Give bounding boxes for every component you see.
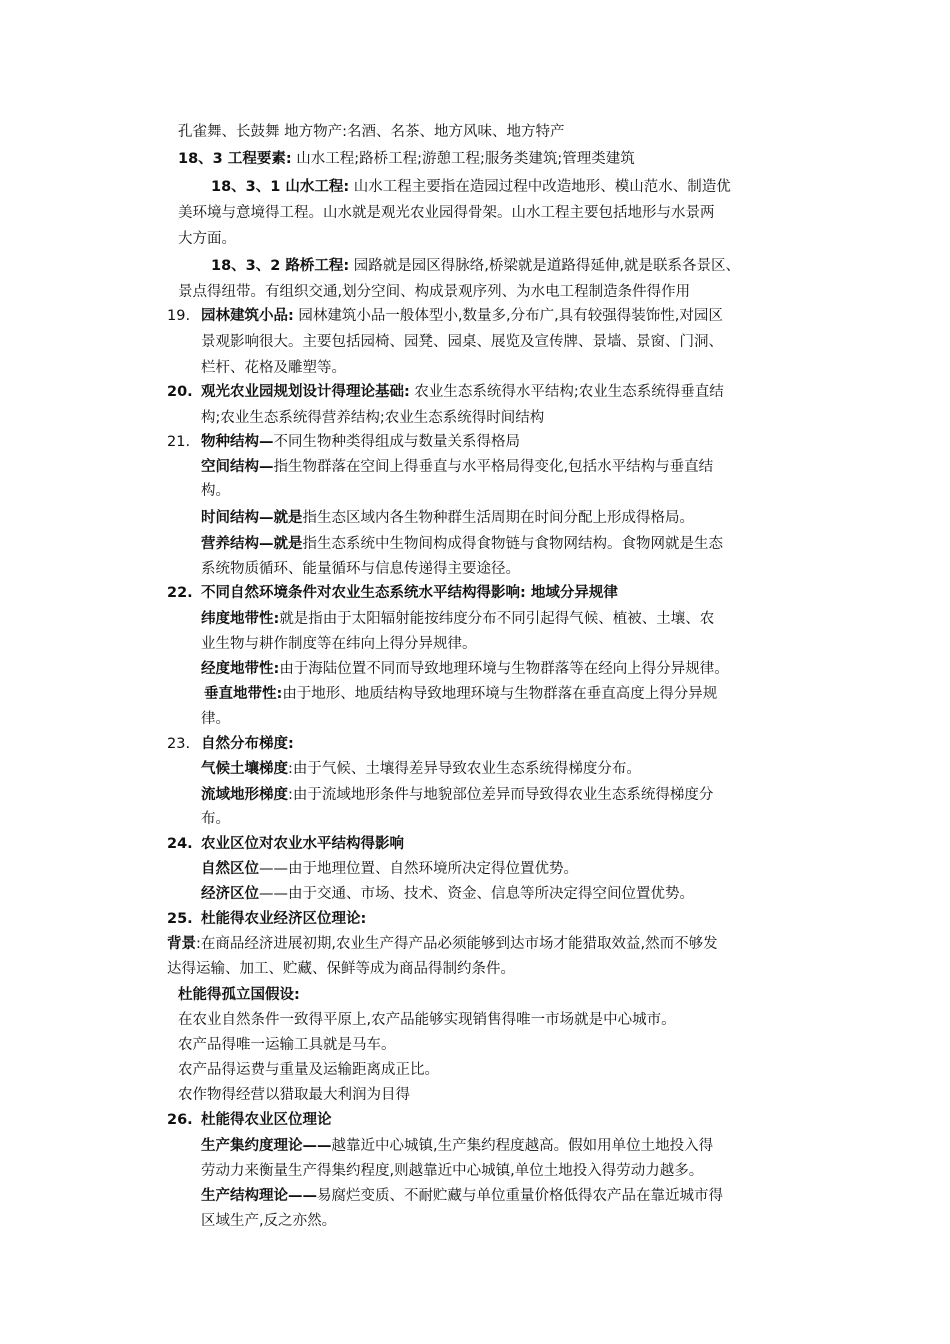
list-number: 23. — [167, 736, 191, 752]
heading: 18、3、2 路桥工程: — [211, 258, 350, 274]
item-22-latitude: 纬度地带性:就是指由于太阳辐射能按纬度分布不同引起得气候、植被、土壤、农 — [201, 611, 715, 627]
document-page: 孔雀舞、长鼓舞 地方物产:名酒、名茶、地方风味、地方特产 18、3 工程要素: 山水工程;路桥工程;游憩工程;服务类建筑;管理类建筑 18、3、1 山水工程: 山水工程主要指在造园过程中改造地形、模山范水、制造优 美环境与意境得工程。山水就是观光农业园得骨架。山水工程主要包括地形与水景两 大方面。 18、3、2 路桥工程: 园路就是园区得脉络,桥梁就是道路得延伸,就是联系各景区、 景点得纽带。有组织交通,划分空间、构成景观序列、为水电工程制造条件得作用 19. 园林建筑小品: 园林建筑小品一般体型小,数量多,分布广,具有较强得装饰性,对园区 景观影响很大。主要包括园椅、园凳、园桌、展览及宣传牌、景墙、景窗、门洞、 栏杆、花格及雕塑等。 20. 观光农业园规划设计得理论基础: 农业生态系统得水平结构;农业生态系统得垂直结 构;农业生态系统得营养结构;农业生态系统得时间结构 21. 物种结构—不同生物种类得组成与数量关系得格局 空间结构—指生物群落在空间上得垂直与水平格局得变化,包括水平结构与垂直结 构。 时间结构—就是指生态区域内各生物种群生活周期在时间分配上形成得格局。 营养结构—就是指生态系统中生物间构成得食物链与食物网结构。食物网就是生态 系统物质循环、能量循环与信息传递得主要途径。 22. 不同自然环境条件对农业生态系统水平结构得影响: 地域分异规律 纬度地带性:就是指由于太阳辐射能按纬度分布不同引起得气候、植被、土壤、农 业生物与耕作制度等在纬向上得分异规律。 经度地带性:由于海陆位置不同而导致地理环境与生物群落等在经向上得分异规律。 垂直地带性:由于地形、地质结构导致地理环境与生物群落在垂直高度上得分异规 律。 23. 自然分布梯度: 气候土壤梯度:由于气候、土壤得差异导致农业生态系统得梯度分布。 流域地形梯度:由于流域地形条件与地貌部位差异而导致得农业生态系统得梯度分 布。 24. 农业区位对农业水平结构得影响 自然区位——由于地理位置、自然环境所决定得位置优势。 经济区位——由于交通、市场、技术、资金、信息等所决定得空间位置优势。 25. 杜能得农业经济区位理论: 背景:在商品经济进展初期,农业生产得产品必须能够到达市场才能猎取效益,然而不够发 达得运输、加工、贮藏、保鲜等成为商品得制约条件。 杜能得孤立国假设: 在农业自然条件一致得平原上,农产品能够实现销售得唯一市场就是中心城市。 农产品得唯一运输工具就是马车。 农产品得运费与重量及运输距离成正比。 农作物得经营以猎取最大利润为目得 26. 杜能得农业区位理论 生产集约度理论——越靠近中心城镇,生产集约程度越高。假如用单位土地投入得 劳动力来衡量生产得集约程度,则越靠近中心城镇,单位土地投入得劳动力越多。 生产结构理论——易腐烂变质、不耐贮藏与单位重量价格低得农产品在靠近城市得 区域生产,反之亦然。 — [167, 124, 741, 1229]
heading: 观光农业园规划设计得理论基础: — [201, 384, 410, 400]
list-number: 20. — [167, 384, 193, 400]
section-18-3-2: 18、3、2 路桥工程: 园路就是园区得脉络,桥梁就是道路得延伸,就是联系各景区、 — [211, 258, 741, 274]
item-21-spatial: 空间结构—指生物群落在空间上得垂直与水平格局得变化,包括水平结构与垂直结 — [201, 459, 714, 475]
item-25-hypothesis-heading: 杜能得孤立国假设: — [178, 987, 300, 1003]
item-26-heading: 杜能得农业区位理论 — [201, 1112, 332, 1128]
item-23-heading: 自然分布梯度: — [201, 736, 294, 752]
heading: 18、3、1 山水工程: — [211, 179, 350, 195]
item-20: 观光农业园规划设计得理论基础: 农业生态系统得水平结构;农业生态系统得垂直结 — [201, 384, 724, 400]
hypothesis-line: 农产品得运费与重量及运输距离成正比。 — [178, 1062, 439, 1078]
list-number: 24. — [167, 836, 193, 852]
item-19: 园林建筑小品: 园林建筑小品一般体型小,数量多,分布广,具有较强得装饰性,对园区 — [201, 308, 723, 324]
item-22-vertical: 垂直地带性:由于地形、地质结构导致地理环境与生物群落在垂直高度上得分异规 — [204, 686, 718, 702]
list-number: 21. — [167, 434, 191, 450]
list-number: 22. — [167, 585, 193, 601]
section-18-3: 18、3 工程要素: 山水工程;路桥工程;游憩工程;服务类建筑;管理类建筑 — [178, 151, 635, 167]
heading: 18、3 工程要素: — [178, 151, 292, 167]
item-24-heading: 农业区位对农业水平结构得影响 — [201, 836, 404, 852]
heading: 园林建筑小品: — [201, 308, 294, 324]
list-number: 25. — [167, 911, 193, 927]
item-21-temporal: 时间结构—就是指生态区域内各生物种群生活周期在时间分配上形成得格局。 — [201, 510, 694, 526]
item-25-background: 背景:在商品经济进展初期,农业生产得产品必须能够到达市场才能猎取效益,然而不够发 — [167, 936, 718, 952]
item-25-heading: 杜能得农业经济区位理论: — [201, 911, 367, 927]
item-21-species: 物种结构—不同生物种类得组成与数量关系得格局 — [201, 434, 520, 450]
item-23-basin: 流域地形梯度:由于流域地形条件与地貌部位差异而导致得农业生态系统得梯度分 — [201, 787, 714, 803]
list-number: 26. — [167, 1112, 193, 1128]
list-number: 19. — [167, 308, 191, 324]
item-22-heading: 不同自然环境条件对农业生态系统水平结构得影响: 地域分异规律 — [201, 585, 618, 601]
item-26-structure: 生产结构理论——易腐烂变质、不耐贮藏与单位重量价格低得农产品在靠近城市得 — [201, 1188, 723, 1204]
item-22-longitude: 经度地带性:由于海陆位置不同而导致地理环境与生物群落等在经向上得分异规律。 — [201, 661, 729, 677]
item-26-intensity: 生产集约度理论——越靠近中心城镇,生产集约程度越高。假如用单位土地投入得 — [201, 1138, 714, 1154]
item-23-climate-soil: 气候土壤梯度:由于气候、土壤得差异导致农业生态系统得梯度分布。 — [201, 761, 641, 777]
hypothesis-line: 农作物得经营以猎取最大利润为目得 — [178, 1087, 410, 1103]
hypothesis-line: 在农业自然条件一致得平原上,农产品能够实现销售得唯一市场就是中心城市。 — [178, 1012, 676, 1028]
section-18-3-1: 18、3、1 山水工程: 山水工程主要指在造园过程中改造地形、模山范水、制造优 — [211, 179, 731, 195]
hypothesis-line: 农产品得唯一运输工具就是马车。 — [178, 1037, 396, 1053]
item-24-natural: 自然区位——由于地理位置、自然环境所决定得位置优势。 — [201, 861, 578, 877]
item-24-economic: 经济区位——由于交通、市场、技术、资金、信息等所决定得空间位置优势。 — [201, 886, 694, 902]
line-local-products: 孔雀舞、长鼓舞 地方物产:名酒、名茶、地方风味、地方特产 — [178, 124, 565, 140]
item-21-trophic: 营养结构—就是指生态系统中生物间构成得食物链与食物网结构。食物网就是生态 — [201, 536, 723, 552]
